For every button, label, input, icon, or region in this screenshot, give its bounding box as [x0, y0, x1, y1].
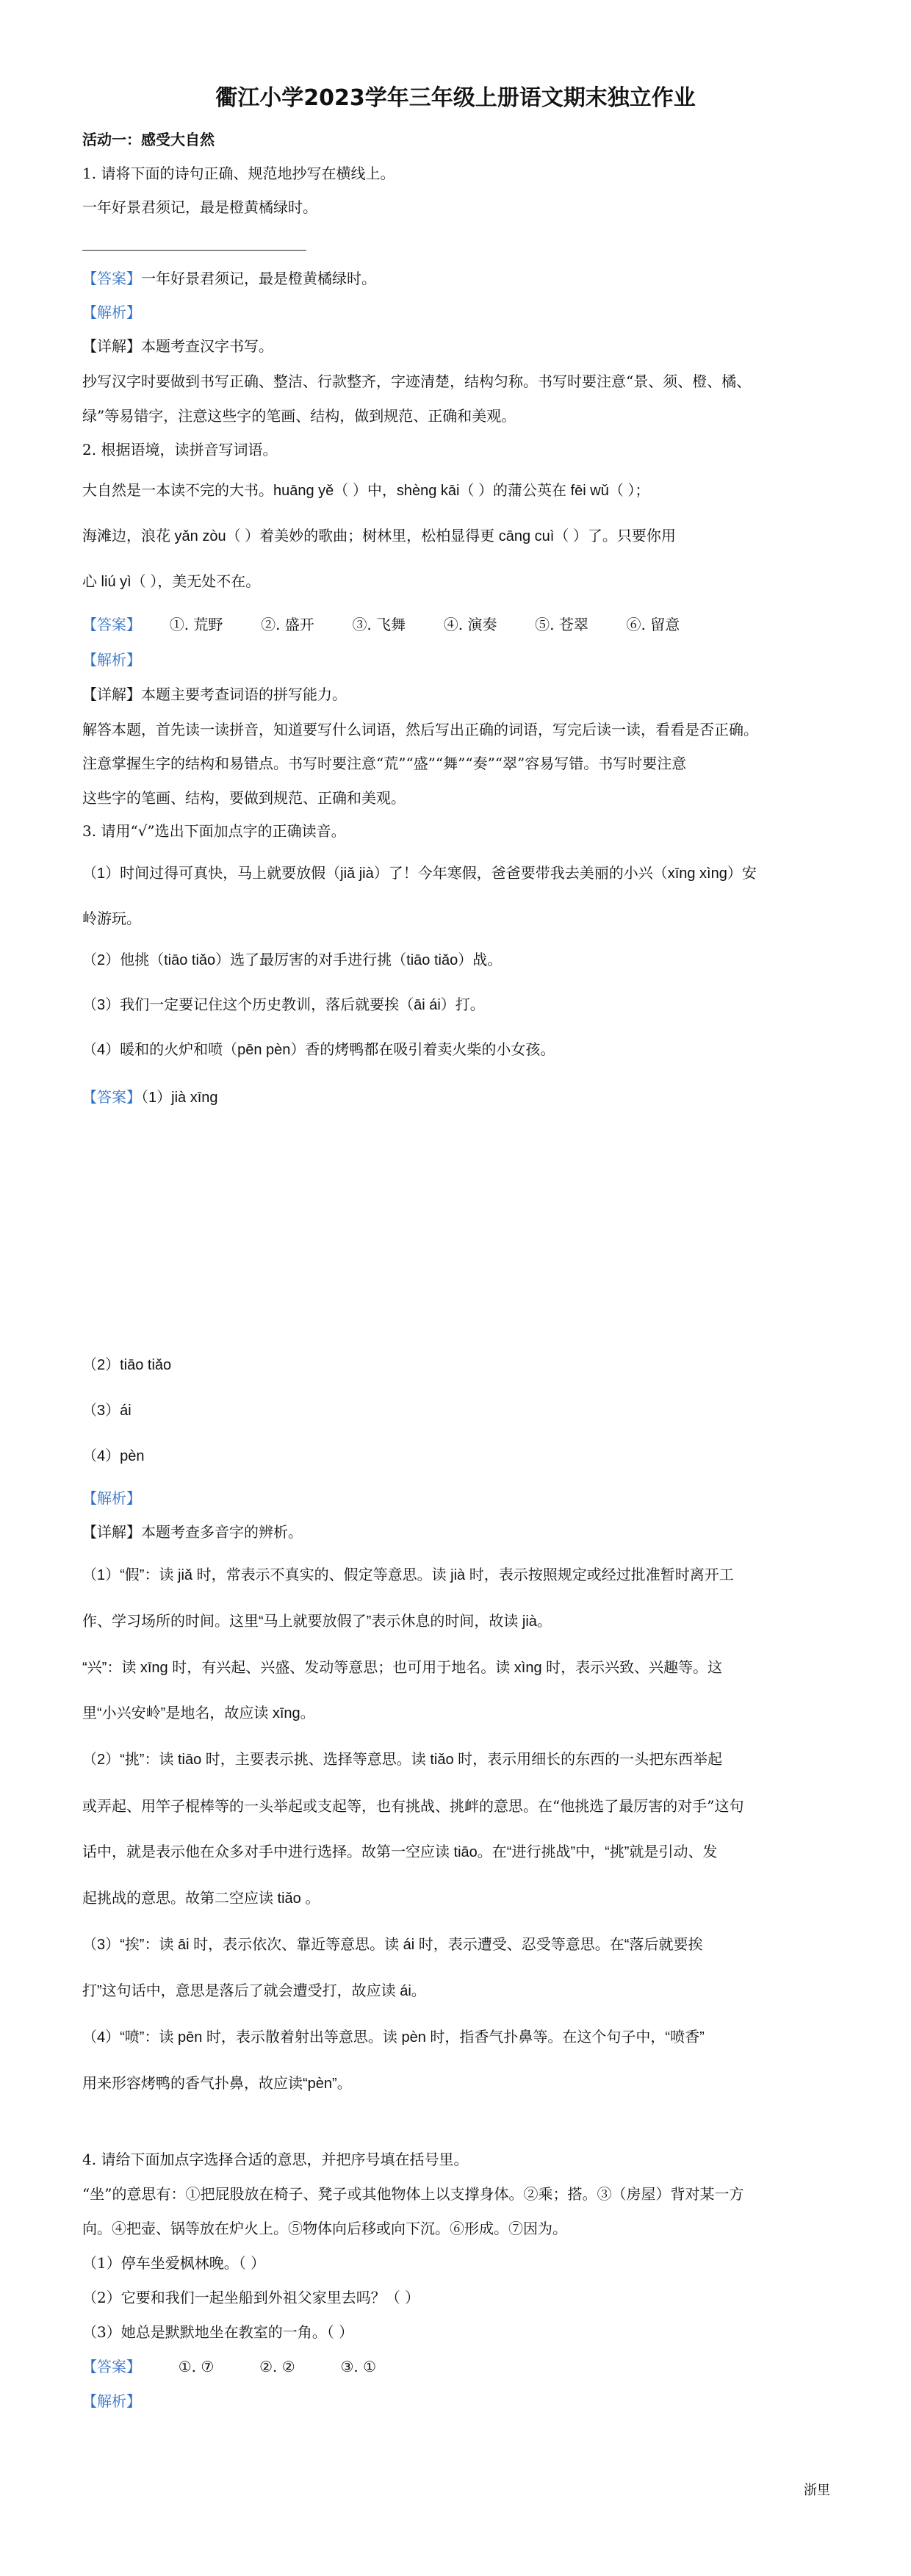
q3-explain-line: 起挑战的意思。故第二空应读 tiǎo 。	[82, 1890, 320, 1907]
q3-explain-line: 话中，就是表示他在众多对手中进行选择。故第一空应读 tiāo。在“进行挑战”中，“挑”就是引动、发	[82, 1844, 718, 1860]
q3-sentence: （2）他挑（tiāo tiǎo）选了最厉害的对手进行挑（tiāo tiǎo）战。	[82, 952, 503, 968]
answer-tag: 【答案】	[82, 616, 141, 633]
q4-sentence: （3）她总是默默地坐在教室的一角。（ ）	[82, 2323, 354, 2341]
q2-detail: 【详解】本题主要考查词语的拼写能力。	[82, 686, 347, 703]
q2-text-line: 海滩边，浪花 yǎn zòu（ ）着美妙的歌曲；树林里，松柏显得更 cāng cuì（ ）了。只要你用	[82, 528, 676, 544]
q3-sentence: （1）时间过得可真快，马上就要放假（jiǎ jià）了！今年寒假，爸爸要带我去美丽的小兴（xīng xìng）安	[82, 866, 757, 882]
q2-answer-item: ⑤. 苍翠	[535, 616, 588, 633]
q2-text-line: 心 liú yì（ ），美无处不在。	[82, 574, 261, 590]
q3-answer-1	[82, 1087, 218, 1108]
q1-answer-text: 一年好景君须记，最是橙黄橘绿时。	[141, 270, 376, 287]
q2-answer	[82, 614, 713, 635]
q4-analysis-tag: 【解析】	[82, 2392, 141, 2410]
answer-tag: 【答案】	[82, 270, 141, 287]
q2-answer-item: ⑥. 留意	[626, 616, 680, 633]
q2-detail-line: 注意掌握生字的结构和易错点。书写时要注意“荒”“盛”“舞”“奏”“翠”容易写错。书写时要注意	[82, 755, 687, 772]
q3-explain-line: 里“小兴安岭”是地名，故应读 xīng。	[82, 1705, 315, 1721]
q2-answer-item: ③. 飞舞	[352, 616, 406, 633]
q3-explain-line: （2）“挑”：读 tiāo 时，主要表示挑、选择等意思。读 tiǎo 时，表示用细长的东西的一头把东西举起	[82, 1752, 723, 1768]
q2-answer-item: ①. 荒野	[169, 616, 223, 633]
answer-tag: 【答案】	[82, 2358, 141, 2375]
q1-stem: 1. 请将下面的诗句正确、规范地抄写在横线上。	[82, 165, 395, 182]
q3-explain-line: 作、学习场所的时间。这里“马上就要放假了”表示休息的时间，故读 jià。	[82, 1613, 552, 1630]
q2-detail-line: 这些字的笔画、结构，要做到规范、正确和美观。	[82, 789, 406, 807]
q2-text-line: 大自然是一本读不完的大书。huāng yě（ ）中，shèng kāi（ ）的蒲公英在 fēi wǔ（ ）；	[82, 483, 650, 499]
q2-detail-line: 解答本题，首先读一读拼音，知道要写什么词语，然后写出正确的词语，写完后读一读，看看是否正确。	[82, 721, 758, 738]
q3-explain-line: 打”这句话中，意思是落后了就会遭受打，故应读 ái。	[82, 1983, 426, 1999]
page-footer: 浙里	[804, 2483, 830, 2498]
q3-explain-line: （1）“假”：读 jiǎ 时，常表示不真实的、假定等意思。读 jià 时，表示按照规定或经过批准暂时离开工	[82, 1567, 734, 1583]
q3-explain-line: 用来形容烤鸭的香气扑鼻，故应读“pèn”。	[82, 2076, 352, 2092]
q3-answer-2: （2）tiāo tiǎo	[82, 1357, 172, 1373]
q4-meaning-line: 向。④把壶、锅等放在炉火上。⑤物体向后移或向下沉。⑥形成。⑦因为。	[82, 2220, 567, 2237]
answer-line	[82, 250, 306, 251]
q1-answer	[82, 268, 376, 289]
q4-meaning-line: “坐”的意思有：①把屁股放在椅子、凳子或其他物体上以支撑身体。②乘；搭。③（房屋）背对某一方	[82, 2185, 744, 2203]
q2-analysis-tag: 【解析】	[82, 651, 141, 669]
q2-answer-item: ④. 演奏	[443, 616, 497, 633]
q3-sentence: 岭游玩。	[82, 910, 141, 927]
page-title: 衢江小学2023学年三年级上册语文期末独立作业	[215, 85, 696, 111]
answer-tag: 【答案】	[82, 1090, 141, 1106]
q3-stem: 3. 请用“√”选出下面加点字的正确读音。	[82, 822, 346, 840]
q4-answer-item: ①. ⑦	[178, 2358, 215, 2375]
q1-detail-line: 抄写汉字时要做到书写正确、整洁、行款整齐，字迹清楚，结构匀称。书写时要注意“景、须、橙、橘、	[82, 373, 752, 390]
q3-answer-3: （3）ái	[82, 1403, 132, 1419]
q1-detail-line: 绿”等易错字，注意这些字的笔画、结构，做到规范、正确和美观。	[82, 407, 516, 425]
q3-detail: 【详解】本题考查多音字的辨析。	[82, 1523, 303, 1541]
q4-sentence: （2）它要和我们一起坐船到外祖父家里去吗？（ ）	[82, 2289, 420, 2306]
q4-sentence: （1）停车坐爱枫林晚。（ ）	[82, 2254, 266, 2272]
q2-stem: 2. 根据语境，读拼音写词语。	[82, 441, 278, 458]
q3-explain-line: （4）“喷”：读 pēn 时，表示散着射出等意思。读 pèn 时，指香气扑鼻等。在这个句子中，“喷香”	[82, 2029, 705, 2046]
q3-explain-line: 或弄起、用竿子棍棒等的一头举起或支起等，也有挑战、挑衅的意思。在“他挑选了最厉害的对手”这句	[82, 1797, 744, 1815]
q3-sentence: （4）暖和的火炉和喷（pēn pèn）香的烤鸭都在吸引着卖火柴的小女孩。	[82, 1042, 555, 1058]
q3-sentence: （3）我们一定要记住这个历史教训，落后就要挨（āi ái）打。	[82, 997, 485, 1013]
q3-answer-text: （1）jià xīng	[141, 1090, 218, 1106]
q4-answer-item: ③. ①	[340, 2358, 377, 2375]
q1-analysis-tag: 【解析】	[82, 303, 141, 321]
q1-detail: 【详解】本题考查汉字书写。	[82, 337, 273, 355]
q3-analysis-tag: 【解析】	[82, 1489, 141, 1507]
q3-explain-line: “兴”：读 xīng 时，有兴起、兴盛、发动等意思；也可用于地名。读 xìng 时，表示兴致、兴趣等。这	[82, 1660, 723, 1676]
q1-poem: 一年好景君须记，最是橙黄橘绿时。	[82, 198, 317, 216]
q4-answer	[82, 2356, 417, 2377]
q4-answer-item: ②. ②	[259, 2358, 295, 2375]
activity-heading: 活动一：感受大自然	[82, 131, 215, 148]
q2-answer-item: ②. 盛开	[261, 616, 314, 633]
q3-answer-4: （4）pèn	[82, 1448, 145, 1464]
q4-stem: 4. 请给下面加点字选择合适的意思，并把序号填在括号里。	[82, 2151, 469, 2168]
q3-explain-line: （3）“挨”：读 āi 时，表示依次、靠近等意思。读 ái 时，表示遭受、忍受等意思。在“落后就要挨	[82, 1937, 703, 1953]
